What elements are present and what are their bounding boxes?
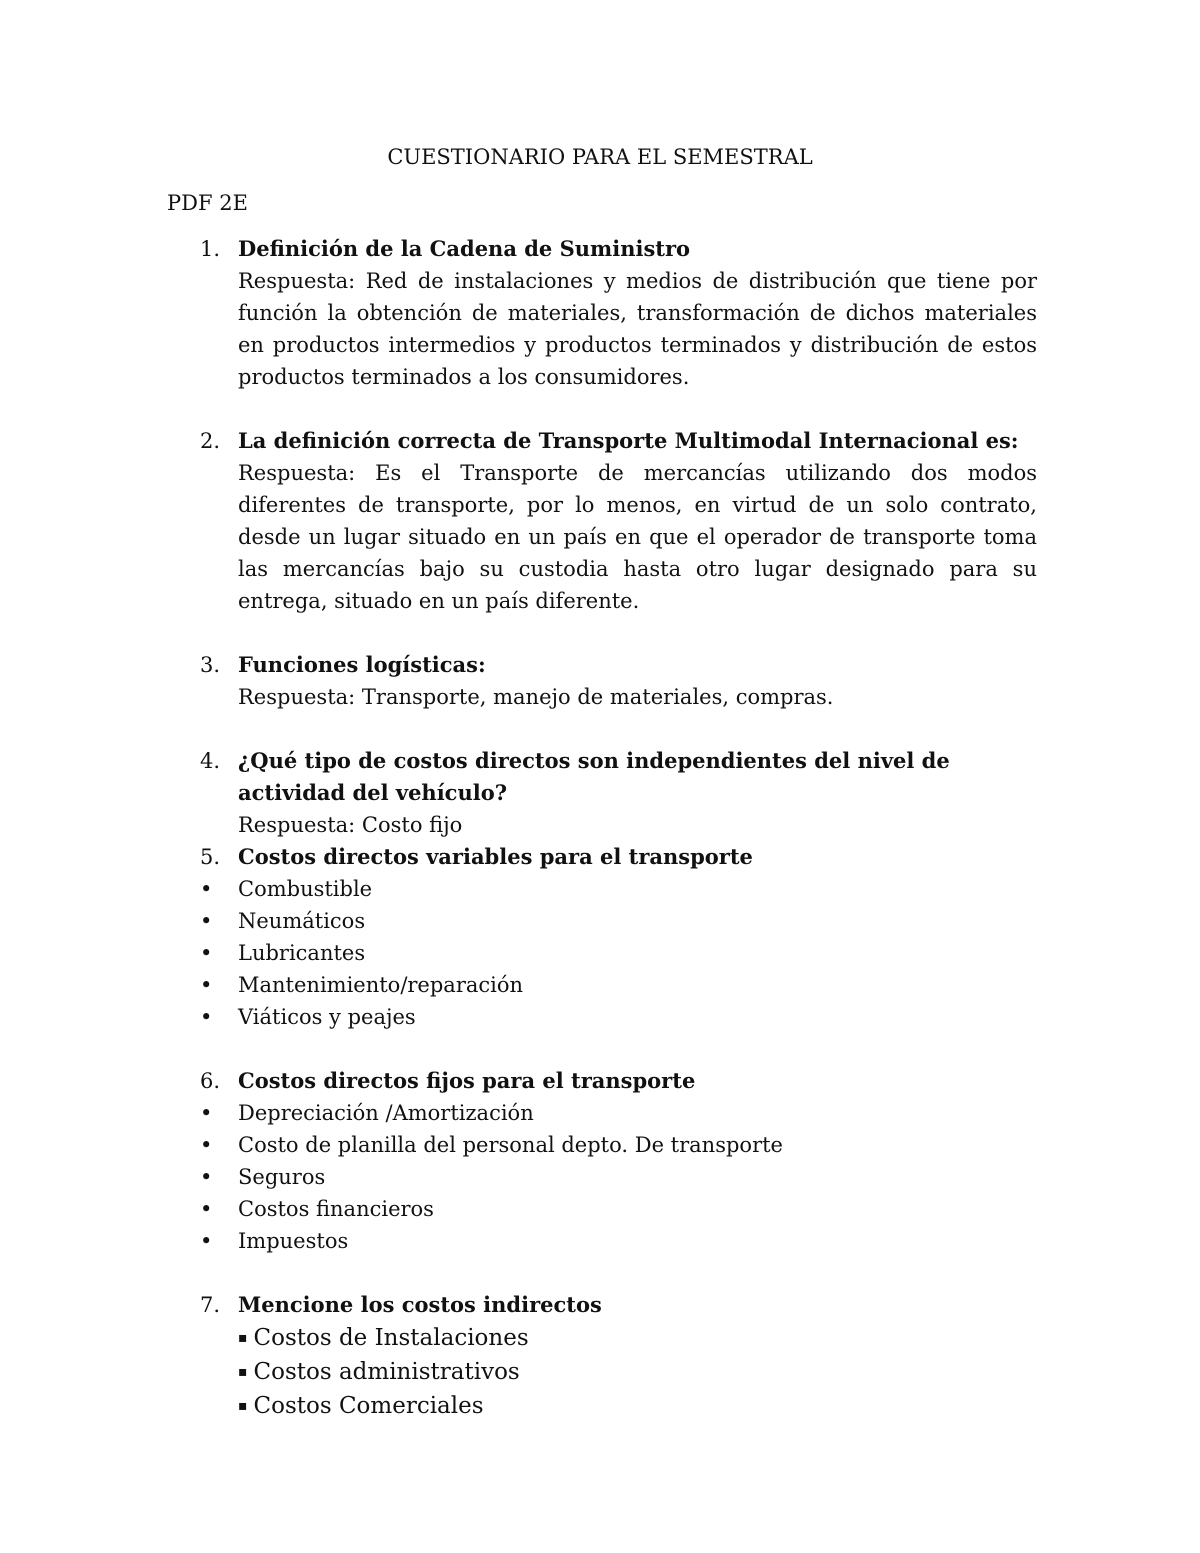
question-number: 1. — [200, 237, 221, 261]
square-bullet-list — [238, 1321, 1037, 1423]
list-item: • Mantenimiento/reparación — [167, 969, 1037, 1001]
bullet-icon: • — [200, 1229, 213, 1253]
list-item: ▪ Costos administrativos — [238, 1359, 520, 1385]
question-text: Mencione los costos indirectos — [238, 1292, 602, 1317]
document-subtitle: PDF 2E — [167, 191, 248, 215]
list-item: • Depreciación /Amortización — [167, 1097, 1037, 1129]
question-5 — [167, 841, 1037, 873]
list-item: • Impuestos — [167, 1225, 1037, 1257]
square-bullet-icon: ▪ — [238, 1364, 248, 1380]
list-item: • Neumáticos — [167, 905, 1037, 937]
question-text: ¿Qué tipo de costos directos son independientes del nivel de actividad del vehículo? — [238, 748, 950, 805]
list-item: • Viáticos y peajes — [167, 1001, 1037, 1033]
question-number: 2. — [200, 429, 221, 453]
bullet-icon: • — [200, 1197, 213, 1221]
bullet-list — [167, 873, 1037, 1033]
question-1 — [167, 233, 1037, 393]
list-item: ▪ Costos Comerciales — [238, 1393, 484, 1419]
bullet-icon: • — [200, 1005, 213, 1029]
list-item: • Lubricantes — [167, 937, 1037, 969]
question-2 — [167, 425, 1037, 617]
question-4 — [167, 745, 1037, 841]
list-item: ▪ Costos de Instalaciones — [238, 1325, 529, 1351]
list-item: • Costos financieros — [167, 1193, 1037, 1225]
question-text: Funciones logísticas: — [238, 652, 486, 677]
bullet-list — [167, 1097, 1037, 1257]
question-list — [167, 233, 1037, 1423]
question-number: 7. — [200, 1293, 221, 1317]
answer-text: Respuesta: Transporte, manejo de materiales, compras. — [238, 685, 834, 709]
bullet-icon: • — [200, 909, 213, 933]
document-title: CUESTIONARIO PARA EL SEMESTRAL — [387, 145, 813, 169]
question-7 — [167, 1289, 1037, 1423]
bullet-icon: • — [200, 1133, 213, 1157]
bullet-icon: • — [200, 1165, 213, 1189]
answer-text: Respuesta: Es el Transporte de mercancías utilizando dos modos diferentes de transporte, por lo menos, en virtud de un solo contrato, desde un lugar situado en un país en que el operador de transporte toma las mercancías bajo su custodia hasta otro lugar designado para su entrega, situado en un país diferente. — [238, 461, 1037, 613]
question-text: Costos directos fijos para el transporte — [238, 1068, 696, 1093]
question-number: 6. — [200, 1069, 221, 1093]
list-item: • Costo de planilla del personal depto. De transporte — [167, 1129, 1037, 1161]
answer-text: Respuesta: Red de instalaciones y medios de distribución que tiene por función la obtención de materiales, transformación de dichos materiales en productos intermedios y productos terminados y distribución de estos productos terminados a los consumidores. — [238, 269, 1037, 389]
bullet-icon: • — [200, 877, 213, 901]
list-item: • Seguros — [167, 1161, 1037, 1193]
question-number: 3. — [200, 653, 221, 677]
square-bullet-icon: ▪ — [238, 1330, 248, 1346]
question-text: La definición correcta de Transporte Multimodal Internacional es: — [238, 428, 1019, 453]
bullet-icon: • — [200, 1101, 213, 1125]
bullet-icon: • — [200, 941, 213, 965]
question-3 — [167, 649, 1037, 713]
question-number: 5. — [200, 845, 221, 869]
list-item: • Combustible — [167, 873, 1037, 905]
question-text: Definición de la Cadena de Suministro — [238, 236, 691, 261]
answer-text: Respuesta: Costo fijo — [238, 813, 463, 837]
question-text: Costos directos variables para el transporte — [238, 844, 753, 869]
square-bullet-icon: ▪ — [238, 1398, 248, 1414]
bullet-icon: • — [200, 973, 213, 997]
question-6 — [167, 1065, 1037, 1097]
question-number: 4. — [200, 749, 221, 773]
